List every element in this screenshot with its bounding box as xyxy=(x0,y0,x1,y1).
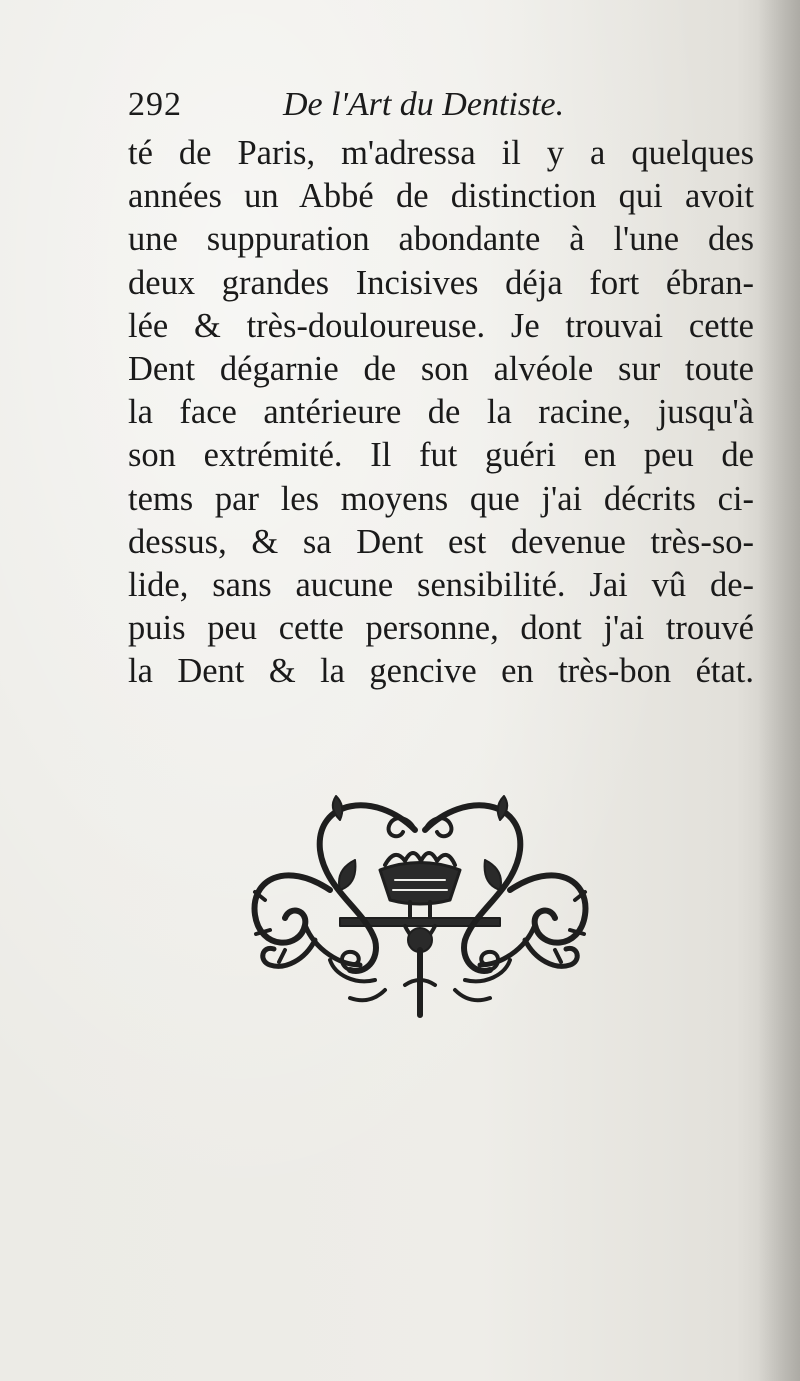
page-header xyxy=(128,86,748,130)
text-line: son extrémité. Il fut guéri en peu de xyxy=(128,436,754,475)
text-line: années un Abbé de distinction qui avoit xyxy=(128,177,754,216)
running-title: De l'Art du Dentiste. xyxy=(283,86,565,123)
tailpiece-ornament-icon xyxy=(245,790,595,1025)
text-line: dessus, & sa Dent est devenue très-so- xyxy=(128,522,754,561)
text-line: lée & très-douloureuse. Je trouvai cette xyxy=(128,306,754,345)
text-line: la Dent & la gencive en très-bon état. xyxy=(128,652,754,691)
text-line: tems par les moyens que j'ai décrits ci- xyxy=(128,479,754,518)
text-line: Dent dégarnie de son alvéole sur toute xyxy=(128,349,754,388)
text-line: puis peu cette personne, dont j'ai trouvé xyxy=(128,609,754,648)
text-line: une suppuration abondante à l'une des xyxy=(128,220,754,259)
text-line: lide, sans aucune sensibilité. Jai vû de- xyxy=(128,565,754,604)
text-line: deux grandes Incisives déja fort ébran- xyxy=(128,263,754,302)
text-line: té de Paris, m'adressa il y a quelques xyxy=(128,134,754,172)
page-edge-shadow xyxy=(758,0,800,1381)
page-number: 292 xyxy=(128,86,182,123)
body-text xyxy=(128,132,754,693)
text-line: la face antérieure de la racine, jusqu'à xyxy=(128,393,754,432)
